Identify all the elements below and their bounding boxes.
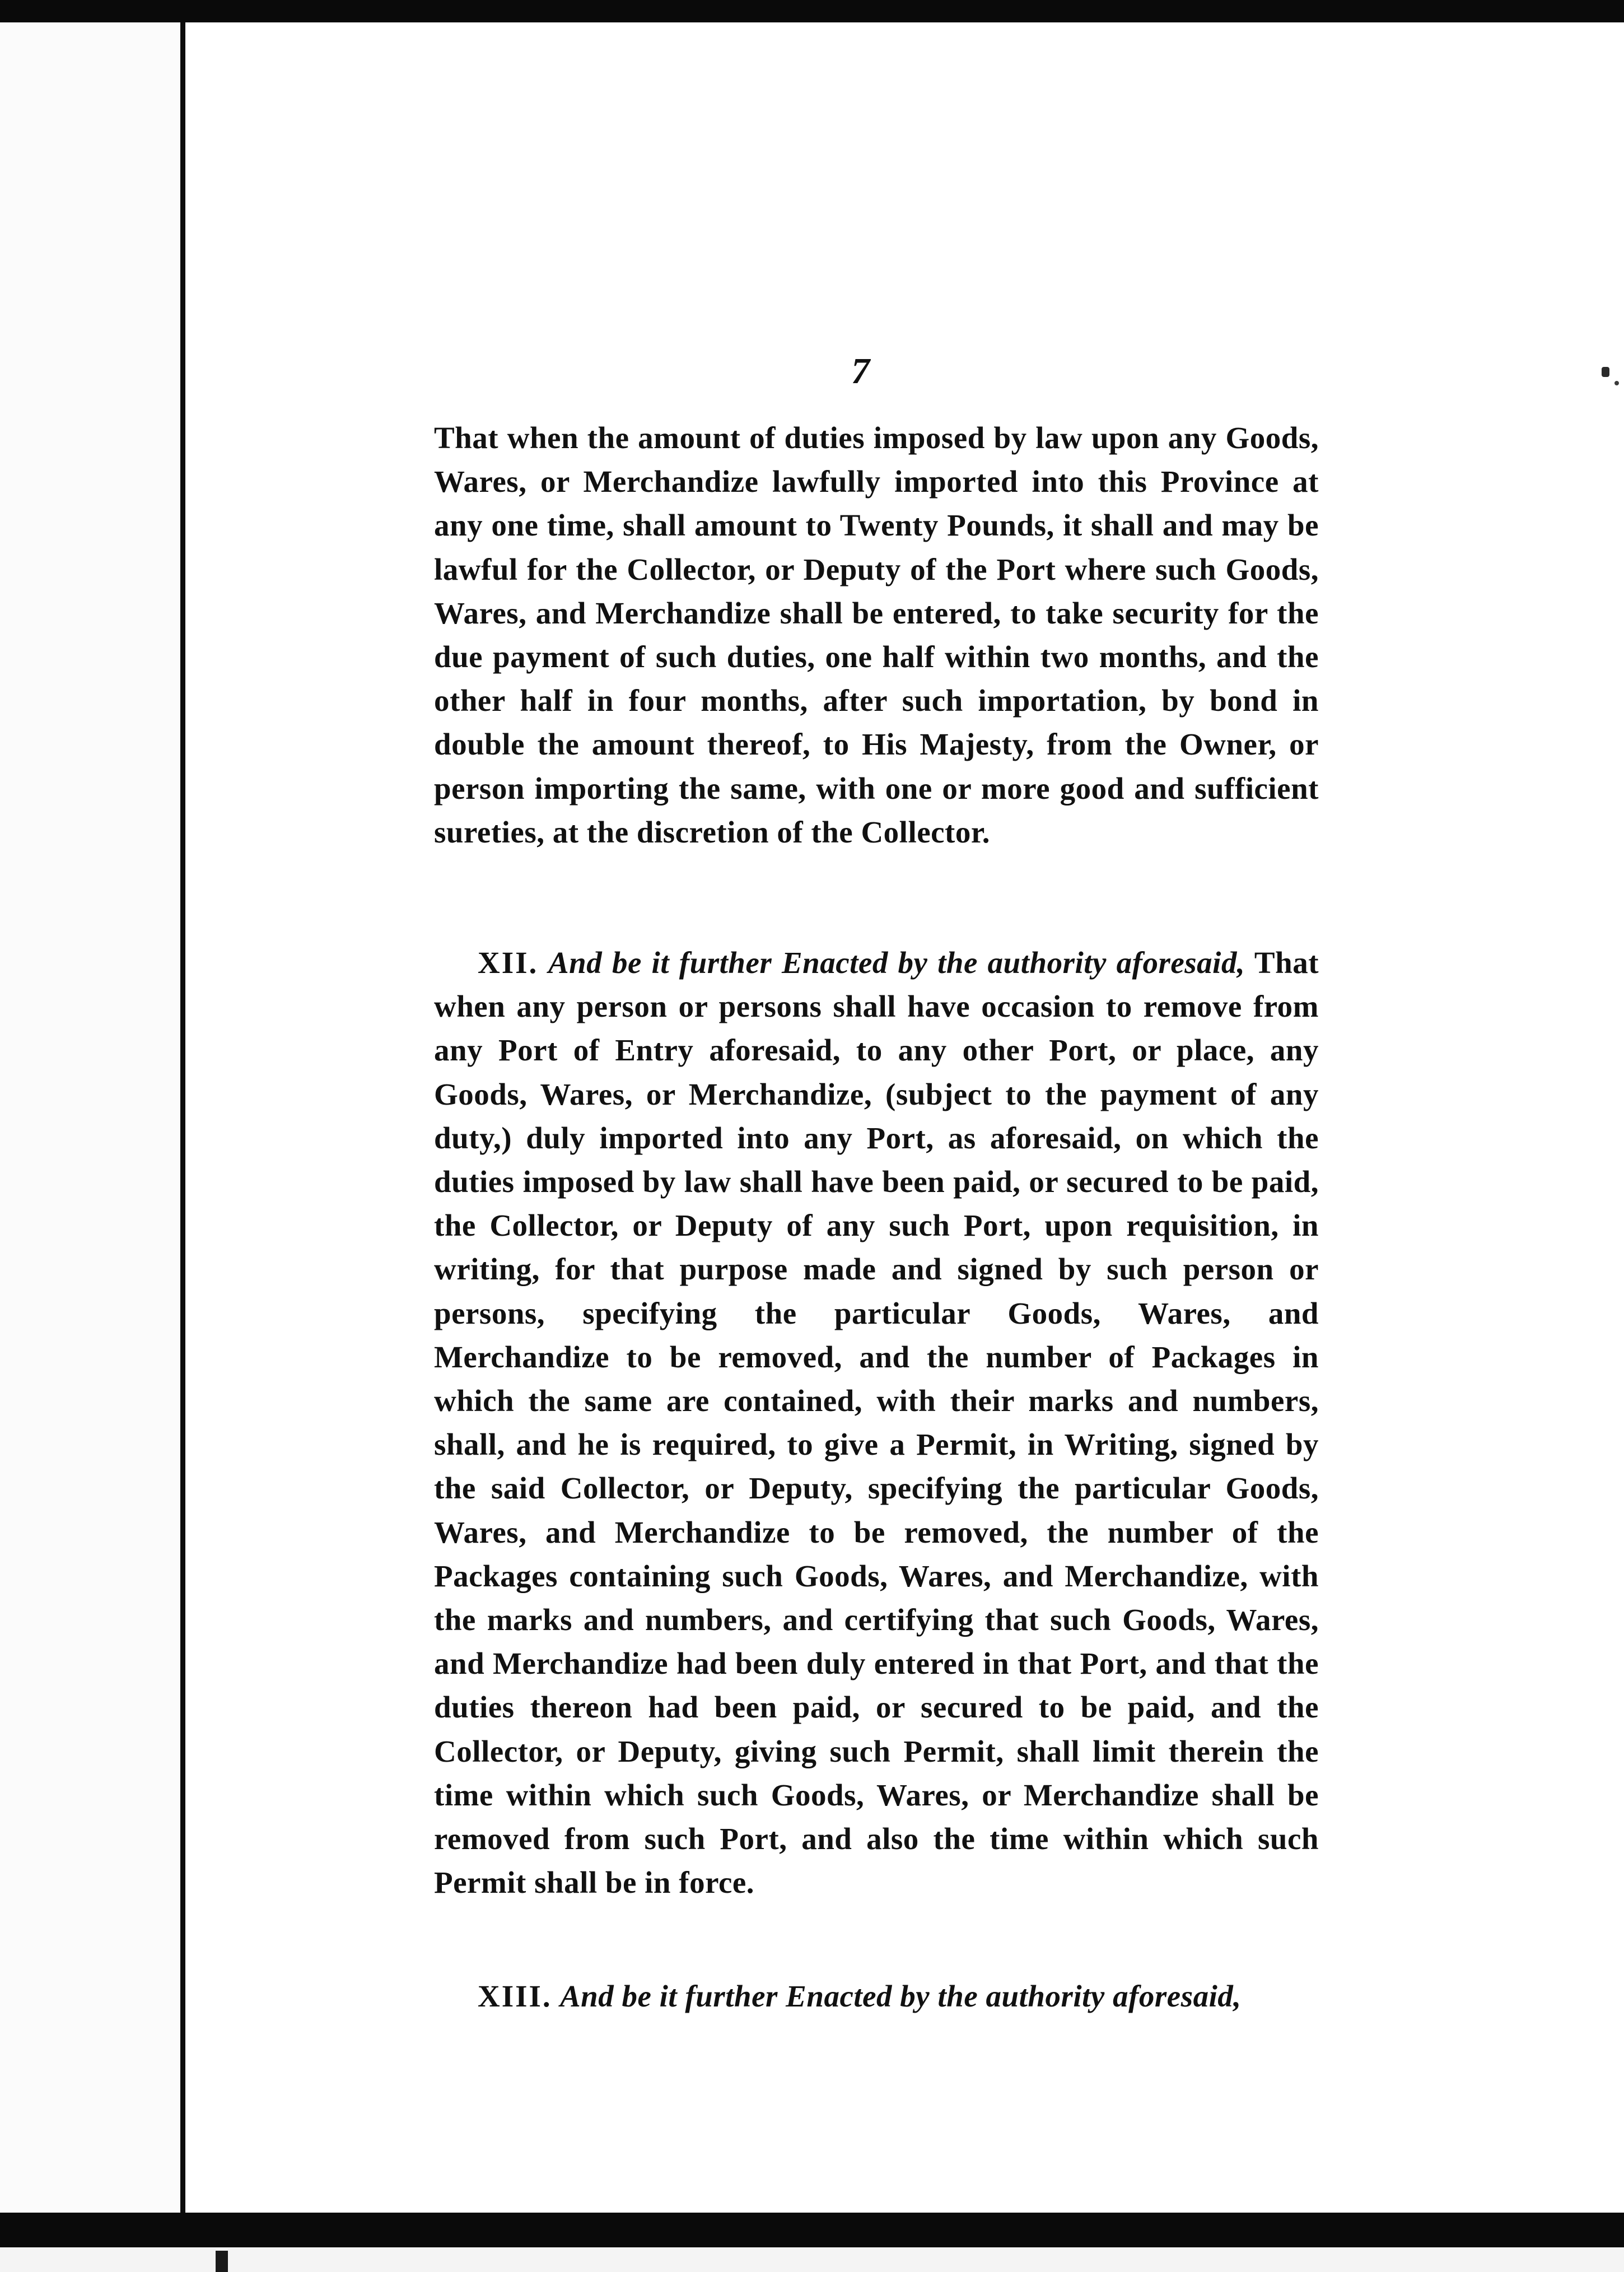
section-number: XII. <box>478 946 539 980</box>
paragraph-continuation <box>434 416 1319 854</box>
paragraph-text: That when the amount of duties imposed by law upon any Goods, Wares, or Merchandize lawfully imported into this Province at any one time, shall amount to Twenty Pounds, it shall and may be lawful for the Collector, or Deputy of the Port where such Goods, Wares, and Merchandize shall be entered, to take security for the due payment of such duties, one half within two months, and the other half in four months, after such importation, by bond in double the amount thereof, to His Majesty, from the Owner, or person importing the same, with one or more good and sufficient sureties, at the discretion of the Collector. <box>434 421 1319 849</box>
enacting-clause: And be it further Enacted by the authority aforesaid, <box>559 1979 1242 2013</box>
section-number: XIII. <box>478 1979 552 2013</box>
scan-border-top <box>0 0 1624 22</box>
binding-edge <box>180 22 185 2213</box>
next-page-edge <box>0 2247 1624 2272</box>
left-margin <box>0 22 180 2213</box>
ink-speck <box>1614 381 1619 385</box>
page-number: 7 <box>851 351 870 392</box>
edge-mark <box>216 2251 228 2272</box>
enacting-clause: And be it further Enacted by the authority aforesaid, <box>548 946 1245 980</box>
paragraph-text: That when any person or persons shall have occasion to remove from any Port of Entry aforesaid, to any other Port, or place, any Goods, Wares, or Merchandize, (subject to the payment of any duty,) duly imported into any Port, as aforesaid, on which the duties imposed by law shall have been paid, or secured to be paid, the Collector, or Deputy of any such Port, upon requisition, in writing, for that purpose made and signed by such person or persons, specifying the particular Goods, Wares, and Merchandize to be removed, and the number of Packages in which the same are contained, with their marks and numbers, shall, and he is required, to give a Permit, in Writing, signed by the said Collector, or Deputy, specifying the particular Goods, Wares, and Merchandize to be removed, the number of the Packages containing such Goods, Wares, and Merchandize, with the marks and numbers, and certifying that such Goods, Wares, and Merchandize had been duly entered in that Port, and that the duties thereon had been paid, or secured to be paid, and the Collector, or Deputy, giving such Permit, shall limit therein the time within which such Goods, Wares, or Merchandize shall be removed from such Port, and also the time within which such Permit shall be in force. <box>434 946 1319 1900</box>
section-paragraph <box>434 941 1319 1905</box>
section-paragraph <box>434 1975 1319 2018</box>
ink-speck <box>1602 367 1609 377</box>
